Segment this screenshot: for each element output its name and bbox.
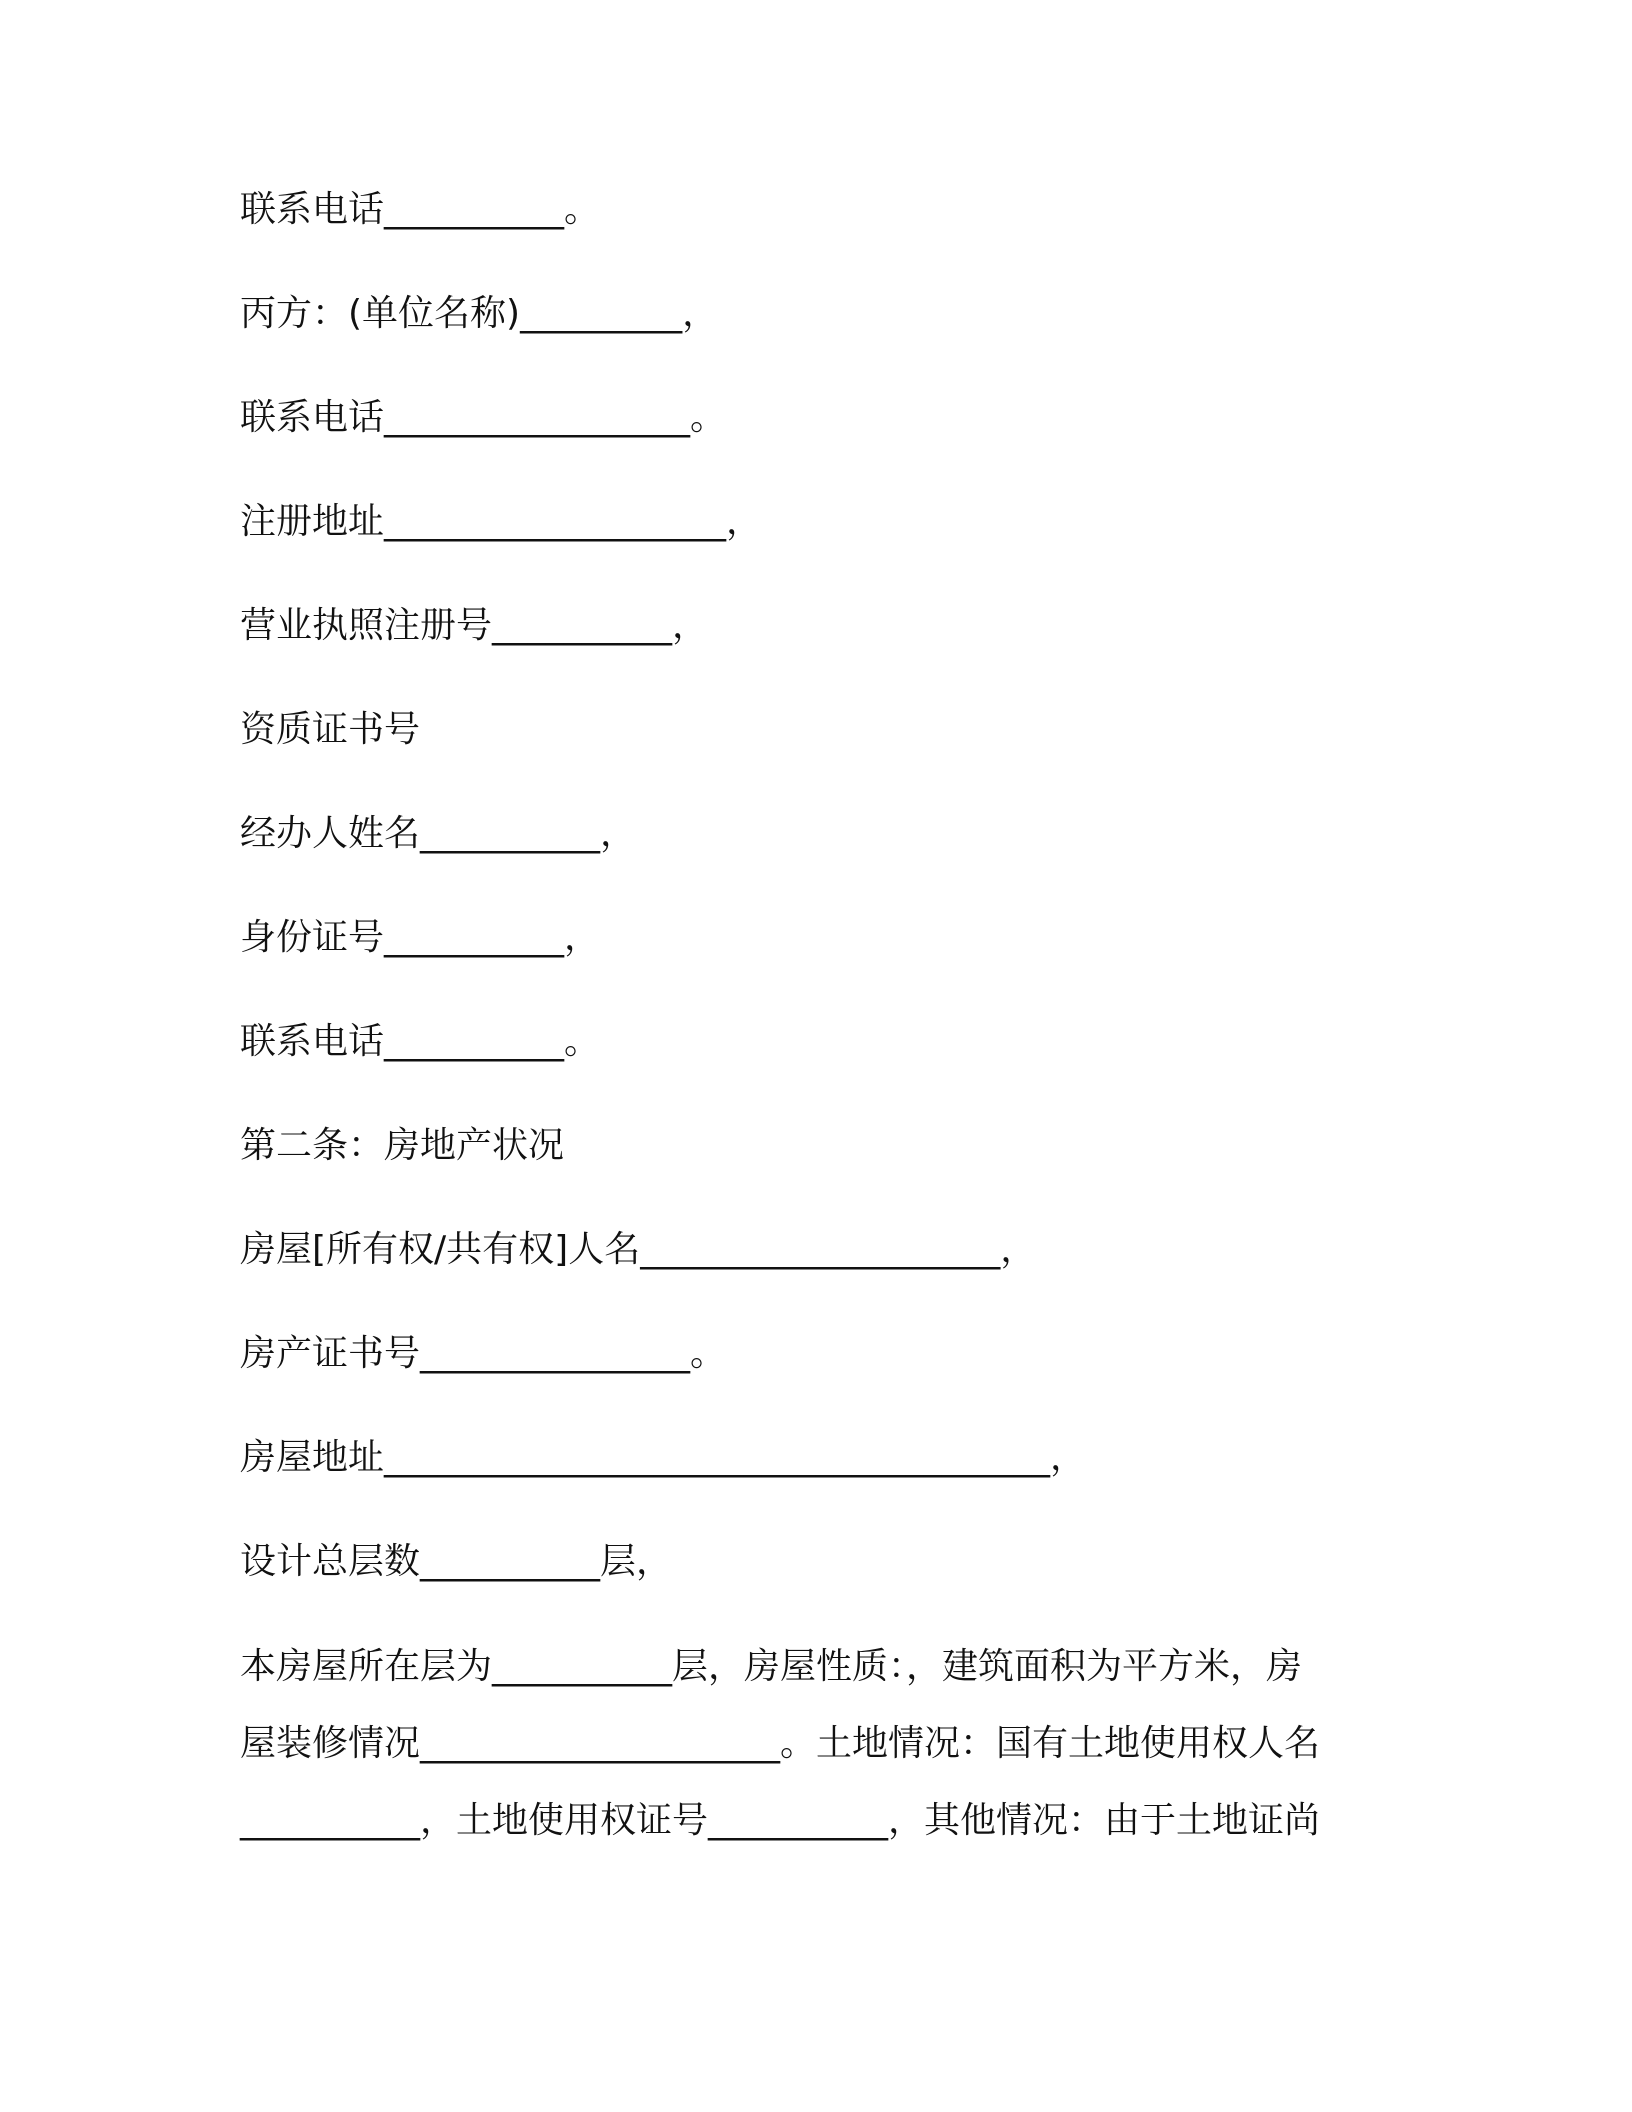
text-line: 丙方：(单位名称)_________， [240,293,719,334]
paragraph-line: __________，土地使用权证号__________，其他情况：由于土地证尚 [240,1800,1321,1841]
document-body [240,188,1400,1859]
text-line: 资质证书号 [240,709,421,750]
text-line: 联系电话_________________。 [240,397,727,438]
body-paragraph [240,1628,1400,1859]
text-line: 房屋[所有权/共有权]人名____________________， [240,1229,1037,1270]
text-line: 营业执照注册号__________， [240,605,709,646]
text-line: 身份证号__________， [240,917,601,958]
text-line: 联系电话__________。 [240,1021,601,1062]
text-line: 房屋地址_____________________________________， [240,1437,1087,1478]
text-line: 联系电话__________。 [240,189,601,230]
paragraph-line: 本房屋所在层为__________层，房屋性质：，建筑面积为平方米，房 [240,1646,1303,1687]
text-line: 注册地址___________________， [240,501,763,542]
text-line: 经办人姓名__________， [240,813,637,854]
paragraph-line: 屋装修情况____________________。土地情况：国有土地使用权人名 [240,1723,1321,1764]
text-line: 设计总层数__________层， [240,1541,673,1582]
section-heading: 第二条：房地产状况 [240,1125,565,1166]
text-line: 房产证书号_______________。 [240,1333,727,1374]
